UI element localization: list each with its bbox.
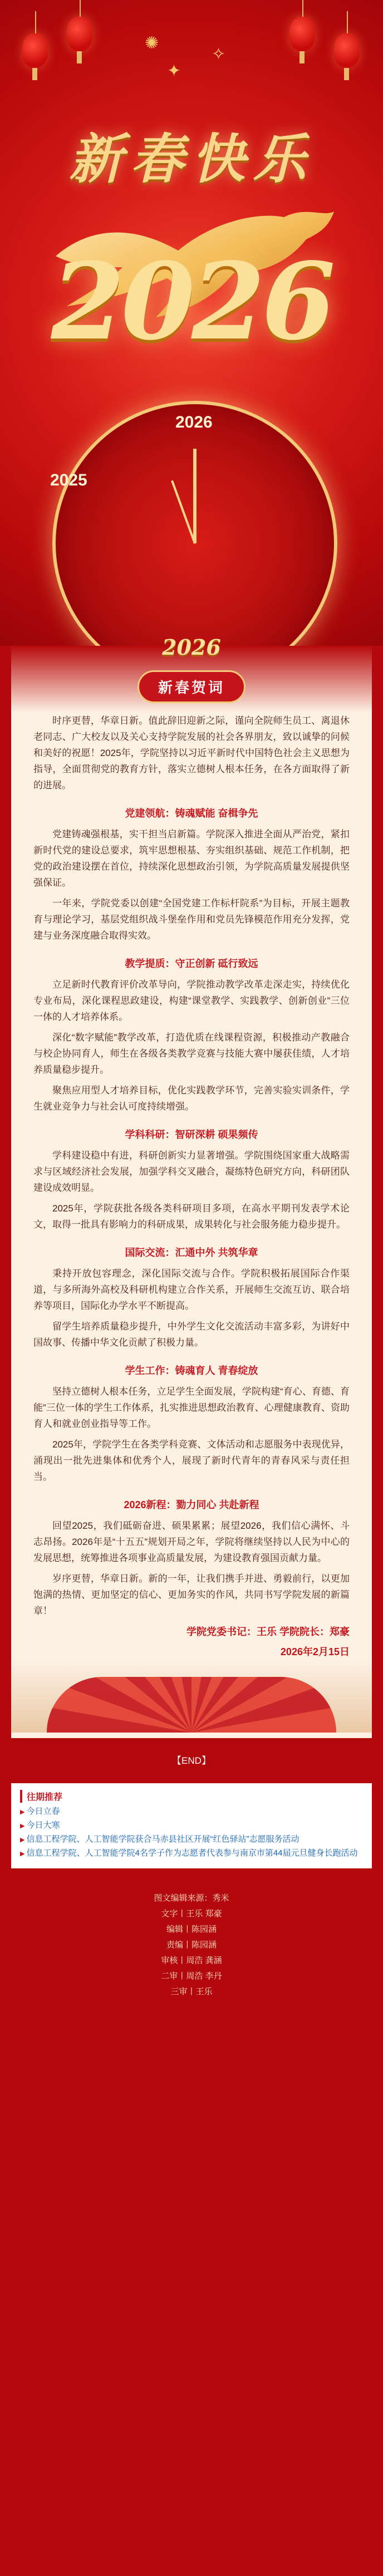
firework-icon: ✺: [145, 34, 159, 52]
card-footer: [11, 1660, 372, 1733]
credit-line: 二审丨周浩 李丹: [161, 1971, 222, 1981]
section-paragraph: 一年来，学院党委以创建“全国党建工作标杆院系”为目标，开展主题教育与理论学习，基层党组织战斗堡垒作用和党员先锋模范作用充分发挥，党建与业务深度融合取得实效。: [33, 898, 350, 941]
section-paragraph: 学科建设稳中有进，科研创新实力显著增强。学院围绕国家重大战略需求与区域经济社会发展，加强学科交叉融合，凝练特色研究方向，科研团队建设成效明显。: [33, 1150, 350, 1193]
lantern-icon: [334, 33, 360, 68]
credit-line: 图文编辑来源：秀米: [154, 1893, 229, 1903]
recommend-link[interactable]: ▶ 今日大寒: [20, 1819, 363, 1833]
recommend-link[interactable]: ▶ 信息工程学院、人工智能学院4名学子作为志愿者代表参与南京市第44届元旦健身长跑活动: [20, 1847, 363, 1861]
card-badge-year: 2026: [162, 635, 221, 660]
credits: [0, 1891, 383, 2000]
section-paragraph: 立足新时代教育评价改革导向，学院推动教学改革走深走实，持续优化专业布局，深化课程思政建设，构建“课堂教学、实践教学、创新创业”三位一体的人才培养体系。: [33, 979, 350, 1022]
credit-line: 编辑丨陈园涵: [166, 1925, 217, 1934]
clock-decoration: [52, 401, 337, 646]
card-header: [11, 635, 372, 713]
section-paragraph: 坚持立德树人根本任务，立足学生全面发展，学院构建“育心、育德、育能”三位一体的学生工作体系，扎实推进思想政治教育、心理健康教育、资助育人和就业创业指导等工作。: [33, 1386, 350, 1429]
section-paragraph: 岁序更替，华章日新。新的一年，让我们携手并进、勇毅前行，以更加饱满的热情、更加坚定的信心、更加务实的作风，共同书写学院发展的新篇章！: [33, 1573, 350, 1616]
section-title: 国际交流：汇通中外 共筑华章: [125, 1247, 258, 1258]
section-title: 教学提质：守正创新 砥行致远: [125, 958, 258, 969]
end-marker: 【END】: [172, 1755, 211, 1766]
recommend-link[interactable]: ▶ 今日立春: [20, 1805, 363, 1819]
intro-paragraph: 时序更替，华章日新。值此辞旧迎新之际，谨向全院师生员工、离退休老同志、广大校友以及关心支持学院发展的社会各界朋友，致以诚挚的问候和美好的祝愿！2025年，学院坚持以习近平新时代中国特色社会主义思想为指导，全面贯彻党的教育方针，落实立德树人根本任务，在各方面取得了新的进展。: [33, 715, 350, 791]
section-paragraph: 回望2025，我们砥砺奋进、硕果累累；展望2026，我们信心满怀、斗志昂扬。2026年是“十五五”规划开局之年，学院将继续坚持以人民为中心的发展思想，统筹推进各项事业高质量发展，为建设教育强国贡献力量。: [33, 1520, 350, 1563]
lantern-icon: [289, 17, 315, 51]
firework-icon: ✧: [212, 45, 226, 63]
greeting-card: [11, 635, 372, 1738]
credit-line: 文字丨王乐 郑豪: [161, 1909, 222, 1918]
article-body: [11, 713, 372, 1660]
section-paragraph: 聚焦应用型人才培养目标，优化实践教学环节，完善实验实训条件，学生就业竞争力与社会认可度持续增强。: [33, 1085, 350, 1112]
paper-fan-decoration: [47, 1677, 336, 1733]
section-paragraph: 党建铸魂强根基，实干担当启新篇。学院深入推进全面从严治党，紧扣新时代党的建设总要求，筑牢思想根基、夯实组织基础、规范工作机制，把党的政治建设摆在首位，持续深化思想政治引领，为学院高质量发展提供坚强保证。: [33, 829, 350, 888]
card-badge-title: 新春贺词: [138, 670, 245, 703]
signoff-signatories: 学院党委书记：王乐 学院院长：郑豪: [186, 1626, 350, 1637]
section-paragraph: 2025年，学院学生在各类学科竞赛、文体活动和志愿服务中表现优异，涌现出一批先进集体和优秀个人，展现了新时代青年的青春风采与责任担当。: [33, 1439, 350, 1482]
recommend-title: 往期推荐: [20, 1790, 363, 1803]
credit-line: 三审丨王乐: [170, 1987, 213, 1996]
section-paragraph: 深化“数字赋能”教学改革，打造优质在线课程资源，积极推动产教融合与校企协同育人，师生在各级各类教学竞赛与技能大赛中屡获佳绩，人才培养质量稳步提升。: [33, 1032, 350, 1075]
new-year-banner: [0, 0, 383, 646]
recommend-link[interactable]: ▶ 信息工程学院、人工智能学院获合马赤县社区开展“红色驿站”志愿服务活动: [20, 1833, 363, 1847]
section-paragraph: 留学生培养质量稳步提升，中外学生文化交流活动丰富多彩，为讲好中国故事、传播中华文化贡献了积极力量。: [33, 1321, 350, 1348]
section-title: 学生工作：铸魂育人 青春绽放: [125, 1365, 258, 1376]
greeting-title: 新春快乐: [69, 127, 314, 190]
section-title: 2026新程：勠力同心 共赴新程: [124, 1499, 259, 1510]
section-paragraph: 秉持开放包容理念，深化国际交流与合作。学院积极拓展国际合作渠道，与多所海外高校及科研机构建立合作关系，开展师生交流互访、联合培养等项目，国际化办学水平不断提高。: [33, 1268, 350, 1311]
year-title: 2026: [51, 239, 332, 364]
recommend-list: [11, 1783, 372, 1868]
section-title: 党建领航：铸魂赋能 奋楫争先: [125, 808, 258, 819]
section-title: 学科科研：智研深耕 硕果频传: [125, 1129, 258, 1140]
clock-year-2026: 2026: [175, 413, 213, 431]
firework-icon: ✦: [167, 62, 181, 80]
lantern-icon: [22, 33, 48, 68]
lantern-icon: [67, 17, 92, 51]
signoff-date: 2026年2月15日: [280, 1646, 350, 1657]
credit-line: 审核丨周浩 龚涵: [161, 1956, 222, 1965]
credit-line: 责编丨陈园涵: [166, 1940, 217, 1950]
clock-year-2025: 2025: [50, 471, 87, 489]
section-paragraph: 2025年，学院获批各级各类科研项目多项，在高水平期刊发表学术论文，取得一批具有影响力的科研成果，成果转化与社会服务能力稳步提升。: [33, 1203, 350, 1230]
